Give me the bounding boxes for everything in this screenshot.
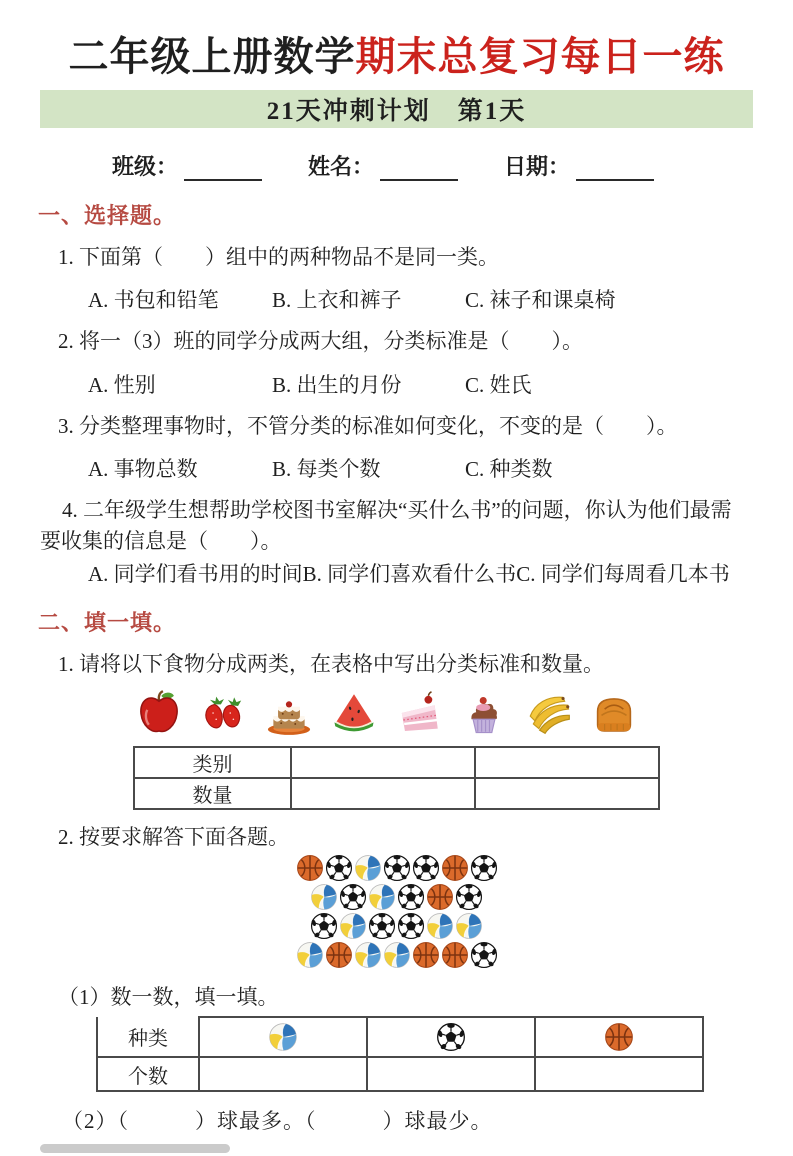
ball-grid [0,854,793,969]
scan-artifact-bar [40,1144,230,1153]
row-label-cell: 数量 [134,778,291,809]
table-row [134,778,659,809]
option-c: C. 种类数 [465,457,553,482]
volleyball-glyph [354,854,382,882]
ball-grid-row [0,912,793,940]
soccer-glyph [325,854,353,882]
soccer-glyph [397,883,425,911]
section-1-heading: 一、选择题。 [38,203,177,228]
option-a: A. 事物总数 [88,457,198,482]
plan-banner [40,90,753,128]
tiered-cake-glyph [263,688,315,738]
basketball-glyph [426,883,454,911]
question-3-options [88,453,793,483]
fill-q1-text: 1. 请将以下食物分成两类，在表格中写出分类标准和数量。 [58,652,604,677]
question-3-text: 3. 分类整理事物时，不管分类的标准如何变化，不变的是（ ）。 [58,413,678,438]
option-a: A. 性别 [88,372,156,397]
ball-grid-row [0,941,793,969]
volleyball-icon [296,941,324,969]
fill-q2-sub2-text: （2）（ ）球最多。（ ）球最少。 [62,1109,493,1134]
field-date [504,150,654,181]
soccer-glyph [339,883,367,911]
basketball-header-cell [535,1017,703,1057]
soccer-icon [470,854,498,882]
worksheet [0,34,793,1135]
soccer-icon [368,912,396,940]
row-label-cell: 种类 [97,1017,199,1057]
table-row [97,1057,703,1091]
option-b: B. 出生的月份 [272,372,402,397]
basketball-glyph [441,941,469,969]
volleyball-glyph [368,883,396,911]
blank-cell[interactable] [367,1057,535,1091]
row-label-cell: 类别 [134,747,291,778]
strawberry-icon [198,688,250,738]
page-title-red: 期末总复习每日一练 [355,34,725,79]
volleyball-icon [426,912,454,940]
section-2-heading: 二、填一填。 [38,610,177,636]
volleyball-icon [339,912,367,940]
option-b: B. 同学们喜欢看什么书 [302,562,517,587]
basketball-icon [325,941,353,969]
basketball-icon [426,883,454,911]
option-b: B. 上衣和裤子 [272,288,402,313]
question-4-text: 4. 二年级学生想帮助学校图书室解决“买什么书”的问题，你认为他们最需要收集的信息是（ ）。 [40,498,732,553]
basketball-icon [296,854,324,882]
volleyball-icon [268,1022,298,1052]
option-b: B. 每类个数 [272,457,381,482]
apple-glyph [133,688,185,738]
volleyball-glyph [354,941,382,969]
ball-grid-row [0,883,793,911]
plan-banner-text: 21天冲刺计划 第1天 [266,98,527,125]
volleyball-icon [383,941,411,969]
option-c: C. 同学们每周看几本书 [516,562,730,587]
strawberry-glyph [198,688,250,738]
field-name [308,150,458,181]
watermelon-glyph [328,688,380,738]
volleyball-icon [310,883,338,911]
soccer-icon [397,883,425,911]
page-title [0,34,793,80]
classification-table [133,746,660,810]
banana-glyph [523,688,575,738]
classification-table-body [134,747,659,809]
blank-cell[interactable] [199,1057,367,1091]
option-a: A. 书包和铅笔 [88,288,219,313]
soccer-glyph [368,912,396,940]
soccer-icon [436,1022,466,1052]
tiered-cake-icon [263,688,315,738]
cupcake-glyph [458,688,510,738]
cake-slice-icon [393,688,445,738]
volleyball-glyph [339,912,367,940]
student-info [112,150,793,181]
blank-cell[interactable] [291,747,475,778]
basketball-glyph [441,854,469,882]
question-4-options [88,558,793,588]
basketball-glyph [412,941,440,969]
field-class-blank[interactable] [184,157,262,181]
volleyball-glyph [426,912,454,940]
count-table [96,1016,704,1092]
blank-cell[interactable] [475,747,659,778]
blank-cell[interactable] [535,1057,703,1091]
option-c: C. 袜子和课桌椅 [465,288,616,313]
soccer-glyph [470,854,498,882]
soccer-icon [339,883,367,911]
soccer-glyph [310,912,338,940]
volleyball-icon [368,883,396,911]
soccer-header-cell [367,1017,535,1057]
question-1-options [88,284,793,314]
volleyball-icon [354,854,382,882]
soccer-glyph [470,941,498,969]
option-c: C. 姓氏 [465,372,532,397]
volleyball-glyph [296,941,324,969]
blank-cell[interactable] [475,778,659,809]
basketball-glyph [325,941,353,969]
volleyball-glyph [455,912,483,940]
field-class [112,150,262,181]
bread-glyph [588,688,640,738]
volleyball-icon [354,941,382,969]
fill-q2-text: 2. 按要求解答下面各题。 [58,824,289,849]
soccer-glyph [455,883,483,911]
field-date-label: 日期： [504,154,571,179]
basketball-icon [412,941,440,969]
soccer-icon [455,883,483,911]
soccer-icon [397,912,425,940]
blank-cell[interactable] [291,778,475,809]
soccer-glyph [397,912,425,940]
soccer-icon [310,912,338,940]
volleyball-header-cell [199,1017,367,1057]
ball-grid-row [0,854,793,882]
count-table-body [97,1017,703,1091]
bread-icon [588,688,640,738]
question-2-options [88,369,793,399]
banana-icon [523,688,575,738]
basketball-glyph [296,854,324,882]
basketball-icon [441,941,469,969]
row-label-cell: 个数 [97,1057,199,1091]
watermelon-icon [328,688,380,738]
field-class-label: 班级： [112,154,179,179]
question-1-text: 1. 下面第（ ）组中的两种物品不是同一类。 [58,245,499,269]
volleyball-glyph [310,883,338,911]
cupcake-icon [458,688,510,738]
soccer-icon [383,854,411,882]
volleyball-glyph [383,941,411,969]
soccer-icon [412,854,440,882]
table-row [134,747,659,778]
food-icons-row [133,688,793,738]
table-row [97,1017,703,1057]
basketball-icon [604,1022,634,1052]
fill-q2-sub1-text: （1）数一数，填一填。 [58,985,279,1010]
soccer-glyph [412,854,440,882]
field-name-blank[interactable] [380,157,458,181]
field-name-label: 姓名： [308,154,375,179]
soccer-glyph [383,854,411,882]
soccer-icon [325,854,353,882]
option-a: A. 同学们看书用的时间 [88,562,303,587]
volleyball-icon [455,912,483,940]
soccer-icon [470,941,498,969]
cake-slice-glyph [393,688,445,738]
apple-icon [133,688,185,738]
question-2-text: 2. 将一（3）班的同学分成两大组，分类标准是（ ）。 [58,329,583,354]
page-title-black: 二年级上册数学 [68,34,356,79]
field-date-blank[interactable] [576,157,654,181]
basketball-icon [441,854,469,882]
